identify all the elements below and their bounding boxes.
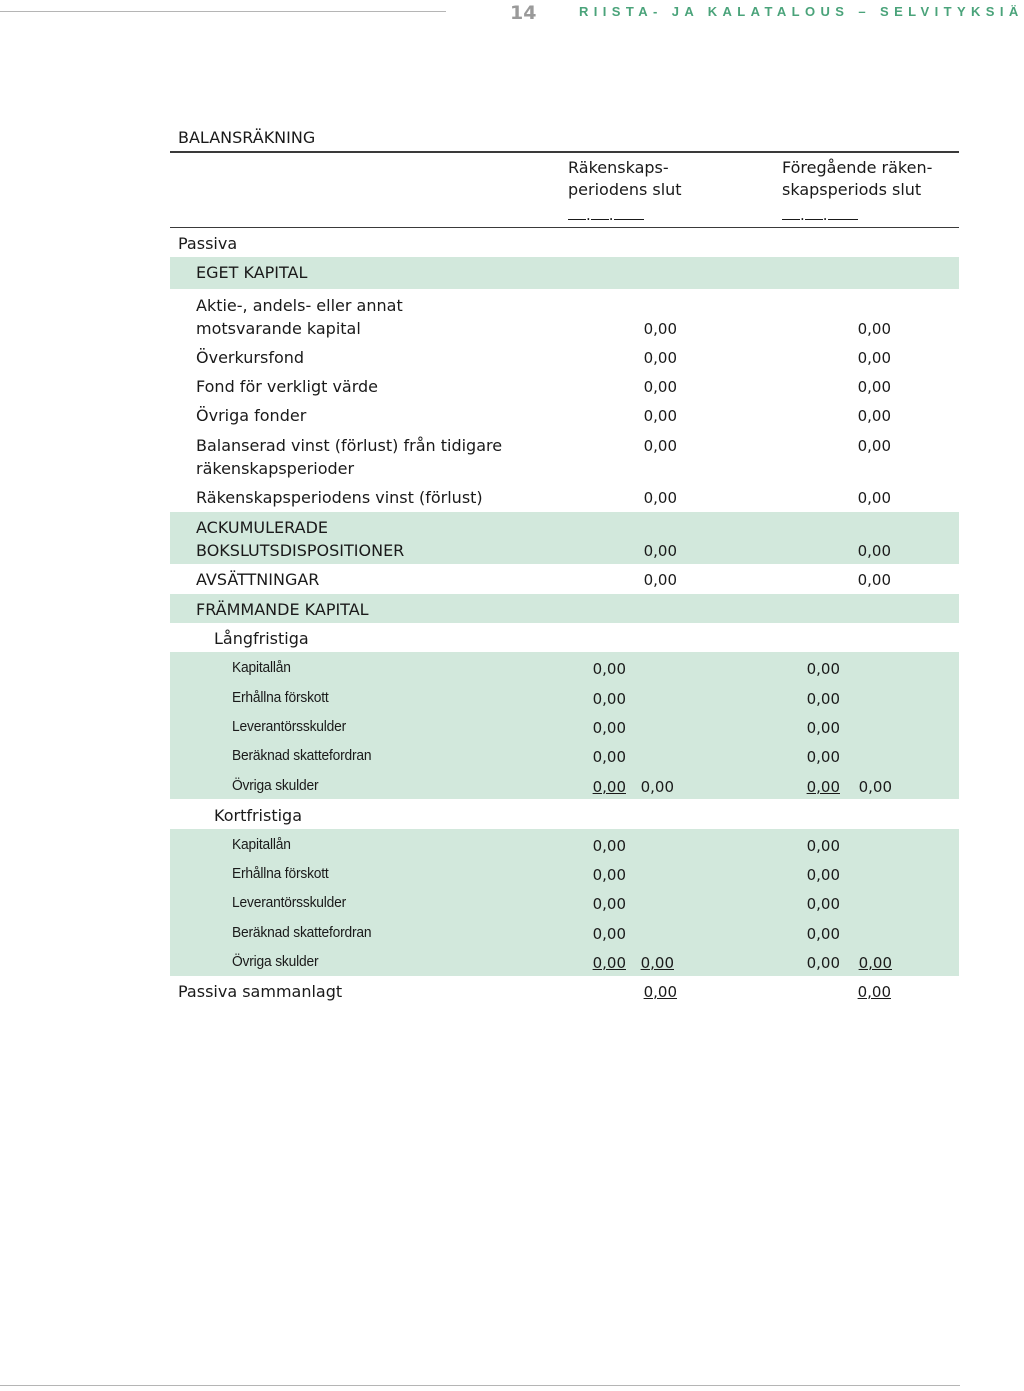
footer-rule xyxy=(0,1385,960,1386)
header-rule-bottom xyxy=(170,227,959,228)
item-value-current: 0,00 xyxy=(592,719,626,737)
item-label: Erhållna förskott xyxy=(232,865,329,882)
header-rule xyxy=(0,11,446,12)
item-label: Kapitallån xyxy=(232,659,291,676)
title-rule xyxy=(170,151,959,153)
col2-date-field[interactable]: . . xyxy=(782,206,858,224)
item-value-current: 0,00 xyxy=(592,954,626,972)
item-label: Övriga skulder xyxy=(232,953,319,970)
item-value-current: 0,00 xyxy=(592,748,626,766)
item-label: Övriga skulder xyxy=(232,777,319,794)
eget-kapital-label: EGET KAPITAL xyxy=(196,263,308,282)
item-label: Kapitallån xyxy=(232,836,291,853)
total-current: 0,00 xyxy=(643,983,677,1001)
value-previous: 0,00 xyxy=(857,407,891,425)
running-title: RIISTA- JA KALATALOUS – SELVITYKSIÄ xyxy=(579,4,1024,19)
row-label: Övriga fonder xyxy=(196,406,307,425)
item-value-previous: 0,00 xyxy=(806,748,840,766)
value-previous: 0,00 xyxy=(857,542,891,560)
total-label: Passiva sammanlagt xyxy=(178,982,343,1001)
item-label: Beräknad skattefordran xyxy=(232,747,372,764)
value-current: 0,00 xyxy=(643,349,677,367)
value-current: 0,00 xyxy=(643,407,677,425)
value-current: 0,00 xyxy=(643,542,677,560)
value-previous: 0,00 xyxy=(857,571,891,589)
row-label: Balanserad vinst (förlust) från tidigare xyxy=(196,436,503,455)
item-value-previous: 0,00 xyxy=(806,719,840,737)
value-previous: 0,00 xyxy=(857,349,891,367)
item-value-current: 0,00 xyxy=(592,925,626,943)
kortfristiga-label: Kortfristiga xyxy=(214,806,303,825)
row-label: Räkenskapsperiodens vinst (förlust) xyxy=(196,488,483,507)
row-label: Aktie-, andels- eller annat xyxy=(196,296,403,315)
item-value-current: 0,00 xyxy=(592,690,626,708)
row-label: Överkursfond xyxy=(196,348,305,367)
value-previous: 0,00 xyxy=(857,378,891,396)
col2-header-line2: skapsperiods slut xyxy=(782,180,922,199)
total-previous: 0,00 xyxy=(857,983,891,1001)
value-current: 0,00 xyxy=(643,320,677,338)
item-value-previous: 0,00 xyxy=(806,837,840,855)
page-number: 14 xyxy=(510,2,537,24)
item-label: Erhållna förskott xyxy=(232,689,329,706)
ackumulerade-label-line2: BOKSLUTSDISPOSITIONER xyxy=(196,541,405,560)
col1-header-line1: Räkenskaps- xyxy=(568,158,669,177)
item-value-current: 0,00 xyxy=(592,866,626,884)
passiva-label: Passiva xyxy=(178,234,238,253)
frammande-kapital-label: FRÄMMANDE KAPITAL xyxy=(196,600,369,619)
item-value-previous: 0,00 xyxy=(806,778,840,796)
item-value-current: 0,00 xyxy=(592,837,626,855)
row-label: motsvarande kapital xyxy=(196,319,361,338)
col2-header-line1: Föregående räken- xyxy=(782,158,933,177)
subtotal-current: 0,00 xyxy=(640,778,674,796)
table-title: BALANSRÄKNING xyxy=(178,128,316,147)
item-value-previous: 0,00 xyxy=(806,925,840,943)
avsattningar-label: AVSÄTTNINGAR xyxy=(196,570,320,589)
item-value-current: 0,00 xyxy=(592,660,626,678)
value-current: 0,00 xyxy=(643,489,677,507)
value-previous: 0,00 xyxy=(857,489,891,507)
value-current: 0,00 xyxy=(643,571,677,589)
item-label: Leverantörsskulder xyxy=(232,718,347,735)
item-value-previous: 0,00 xyxy=(806,954,840,972)
value-previous: 0,00 xyxy=(857,437,891,455)
value-previous: 0,00 xyxy=(857,320,891,338)
subtotal-previous: 0,00 xyxy=(858,954,892,972)
value-current: 0,00 xyxy=(643,378,677,396)
col1-header-line2: periodens slut xyxy=(568,180,682,199)
col1-date-field[interactable]: . . xyxy=(568,206,644,224)
subtotal-previous: 0,00 xyxy=(858,778,892,796)
item-label: Leverantörsskulder xyxy=(232,894,347,911)
ackumulerade-label-line1: ACKUMULERADE xyxy=(196,518,328,537)
item-value-previous: 0,00 xyxy=(806,660,840,678)
row-label: räkenskapsperioder xyxy=(196,459,355,478)
item-value-previous: 0,00 xyxy=(806,690,840,708)
item-label: Beräknad skattefordran xyxy=(232,924,372,941)
langfristiga-label: Långfristiga xyxy=(214,629,309,648)
row-label: Fond för verkligt värde xyxy=(196,377,379,396)
item-value-previous: 0,00 xyxy=(806,895,840,913)
item-value-current: 0,00 xyxy=(592,778,626,796)
subtotal-current: 0,00 xyxy=(640,954,674,972)
item-value-current: 0,00 xyxy=(592,895,626,913)
item-value-previous: 0,00 xyxy=(806,866,840,884)
value-current: 0,00 xyxy=(643,437,677,455)
